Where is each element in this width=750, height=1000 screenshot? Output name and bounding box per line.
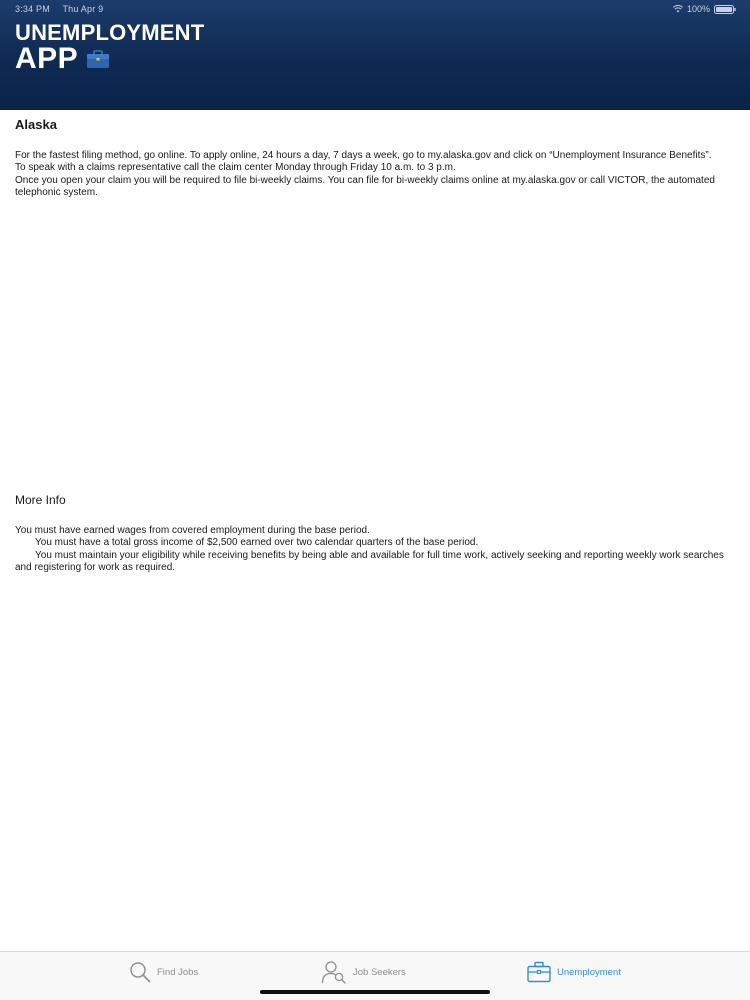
briefcase-icon (86, 49, 110, 69)
eligibility-line: You must have a total gross income of $2,500 earned over two calendar quarters of the base period. (35, 537, 479, 549)
status-right (673, 4, 736, 14)
state-instructions (15, 150, 727, 199)
instruction-paragraph: To speak with a claims representative call the claim center Monday through Friday 10 a.m. to 3 p.m. (15, 162, 456, 174)
app-logo (15, 22, 204, 74)
status-date: Thu Apr 9 (62, 4, 104, 14)
battery-icon (714, 5, 736, 14)
tab-job-seekers[interactable] (321, 960, 406, 984)
instruction-paragraph: For the fastest filing method, go online. To apply online, 24 hours a day, 7 days a week, go to my.alaska.gov and click on “Unemployment Insurance Benefits”. (15, 150, 712, 161)
status-left (15, 4, 113, 14)
tab-unemployment[interactable] (527, 960, 621, 984)
eligibility-line: You must maintain your eligibility while receiving benefits by being able and available for full time work, actively seeking and reporting weekly work searches and registering for work as required. (15, 549, 724, 573)
logo-line2-wrap (15, 44, 204, 74)
app-header (0, 0, 750, 110)
state-title: Alaska (15, 117, 57, 132)
status-bar (0, 0, 750, 18)
tab-find-jobs[interactable] (129, 960, 198, 984)
logo-line1: UNEMPLOYMENT (15, 20, 205, 45)
more-info-content (15, 525, 730, 574)
search-icon (129, 961, 151, 983)
status-time: 3:34 PM (15, 4, 50, 14)
wifi-icon (673, 5, 683, 13)
eligibility-line: You must have earned wages from covered employment during the base period. (15, 525, 370, 536)
tab-label: Find Jobs (157, 966, 199, 978)
home-indicator[interactable] (260, 990, 490, 994)
instruction-paragraph: Once you open your claim you will be required to file bi-weekly claims. You can file for bi-weekly claims online at my.alaska.gov or call VICTOR, the automated telephonic system. (15, 174, 715, 198)
person-search-icon (321, 960, 347, 984)
tab-label: Unemployment (557, 966, 621, 978)
battery-percent: 100% (686, 4, 710, 14)
tab-label: Job Seekers (353, 966, 406, 978)
more-info-title: More Info (15, 493, 66, 507)
state-section (15, 117, 735, 133)
briefcase-icon (527, 961, 551, 983)
logo-line2: APP (15, 42, 79, 75)
